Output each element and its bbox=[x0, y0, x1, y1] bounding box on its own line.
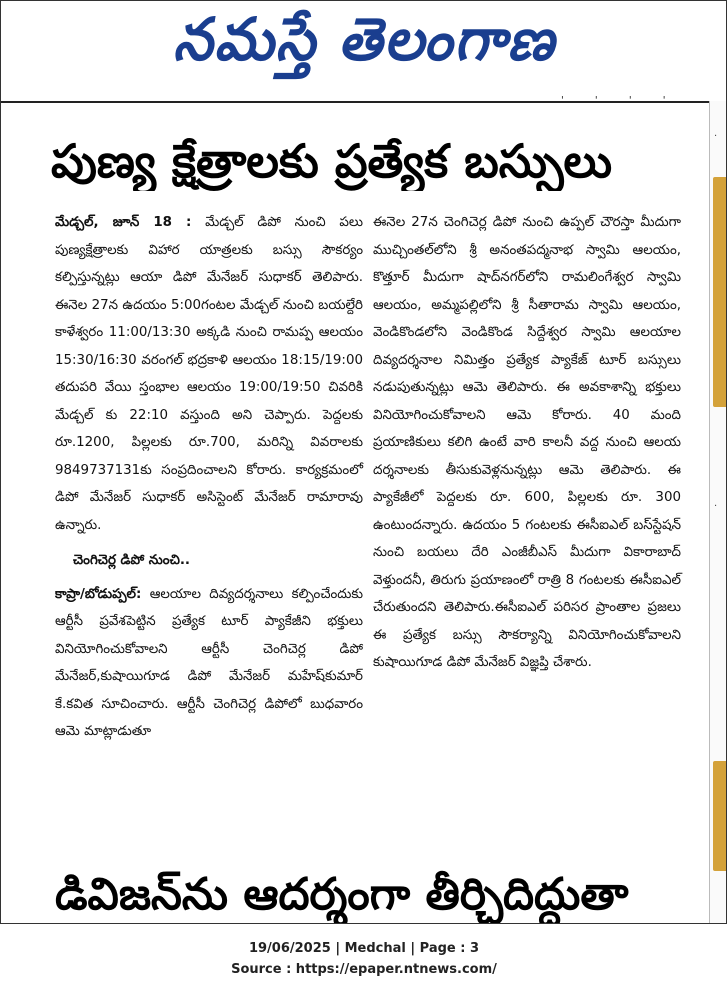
strip-mark: · bbox=[714, 501, 718, 512]
article-paragraph bbox=[55, 209, 363, 539]
article-column-right bbox=[373, 209, 681, 677]
strip-photo bbox=[713, 177, 727, 407]
article-headline: పుణ్య క్షేత్రాలకు ప్రత్యేక బస్సులు bbox=[51, 134, 613, 188]
masthead bbox=[1, 1, 727, 93]
footer-source-link[interactable]: Source : https://epaper.ntnews.com/ bbox=[231, 962, 497, 977]
article-column-left bbox=[55, 209, 363, 746]
masthead-title: నమస్తే తెలంగాణ bbox=[173, 5, 556, 74]
paragraph-text: ఆలయాల దివ్యదర్శనాలు కల్పించేందుకు ఆర్టీసీ ప్రవేశపెట్టిన ప్రత్యేక టూర్‌ ప్యాకేజీని భక్తులు వినియోగించుకోవాలని ఆర్టీసీ చెంగిచెర్ల డిపో మేనేజర్‌,కుషాయిగూడ డిపో మేనేజర్‌ మహేష్‌కుమార్‌ కే.కవిత సూచించారు. ఆర్టీసీ చెంగిచెర్ల డిపోలో బుధవారం ఆమె మాట్లాడుతూ bbox=[55, 586, 363, 739]
article-paragraph bbox=[55, 581, 363, 746]
paragraph-text: మేడ్చల్‌ డిపో నుంచి పలు పుణ్యక్షేత్రాలకు విహార యాత్రలకు బస్సు సౌకర్యం కల్పిస్తున్నట్లు ఆయా డిపో మేనేజర్‌ సుధాకర్‌ తెలిపారు. ఈనెల 27న ఉదయం 5:00గంటల మేడ్చల్‌ నుంచి బయల్దేరి కాళేశ్వరం 11:00/13:30 అక్కడి నుంచి రామప్ప ఆలయం 15:30/16:30 వరంగల్‌ భద్రకాళి ఆలయం 18:15/19:00 తదుపరి వేయి స్తంభాల ఆలయం 19:00/19:50 చివరికి మేడ్చల్‌ కు 22:10 వస్తుంది అని చెప్పారు. పెద్దలకు రూ.1200, పిల్లలకు రూ.700, మరిన్ని వివరాలకు 9849737131కు సంప్రదించాలని కోరారు. కార్యక్రమంలో డిపో మేనేజర్‌ సుధాకర్‌ అసిస్టెంట్‌ మేనేజర్‌ రామారావు ఉన్నారు. bbox=[55, 215, 363, 533]
paragraph-text: ఈనెల 27న చెంగిచెర్ల డిపో నుంచి ఉప్పల్‌ చౌరస్తా మీదుగా ముచ్చింతల్‌లోని శ్రీ అనంతపద్మనాభ స్వామి ఆలయం, కొత్తూర్‌ మీదుగా షాద్‌నగర్‌లోని రామలింగేశ్వర స్వామి ఆలయం, అమ్మపల్లిలోని శ్రీ సీతారామ స్వామి ఆలయం, వెండికొండలోని వెండికొండ సిద్దేశ్వర స్వామి ఆలయాల దివ్యదర్శనాల నిమిత్తం ప్రత్యేక ప్యాకేజ్‌ టూర్‌ బస్సులు నడుపుతున్నట్లు ఆమె తెలిపారు. ఈ అవకాశాన్ని భక్తులు వినియోగించుకోవాలని ఆమె కోరారు. 40 మంది ప్రయాణికులు కలిగి ఉంటే వారి కాలనీ వద్ద నుంచి ఆలయ దర్శనాలకు తీసుకువెళ్లనున్నట్లు ఆమె తెలిపారు. ఈ ప్యాకేజీలో పెద్దలకు రూ. 600, పిల్లలకు రూ. 300 ఉంటుందన్నారు. ఉదయం 5 గంటలకు ఈసీఐఎల్‌ బస్‌స్టేషన్‌ నుంచి బయలు దేరి ఎంజీబీఎస్‌ మీదుగా వికారాబాద్‌ వెళ్తుందనీ, తిరుగు ప్రయాణంలో రాత్రి 8 గంటలకు ఈసీఐఎల్‌ చేరుతుందని తెలిపారు.ఈసీఐఎల్‌ పరిసర ప్రాంతాల ప్రజలు ఈ ప్రత్యేక బస్సు సౌకర్యాన్ని వినియోగించుకోవాలని కుషాయిగూడ డిపో మేనేజర్‌ విజ్ఞప్తి చేశారు. bbox=[373, 215, 681, 670]
page-footer bbox=[0, 938, 728, 980]
adjacent-column-strip bbox=[709, 101, 727, 924]
footer-edition-info: 19/06/2025 | Medchal | Page : 3 bbox=[248, 941, 480, 956]
article-subhead: చెంగిచెర్ల డిపో నుంచి.. bbox=[73, 553, 191, 568]
masthead-divider bbox=[1, 101, 727, 103]
strip-mark: · bbox=[714, 131, 718, 142]
article-body bbox=[55, 209, 695, 859]
paragraph-lead: కాప్రా/బోడుప్పల్‌: bbox=[55, 586, 142, 602]
strip-photo bbox=[713, 761, 727, 871]
dateline: మేడ్చల్‌, జూన్‌ 18 : bbox=[55, 215, 192, 230]
next-article-headline: డివిజన్‌ను ఆదర్శంగా తీర్చిదిద్దుతా bbox=[55, 869, 629, 920]
